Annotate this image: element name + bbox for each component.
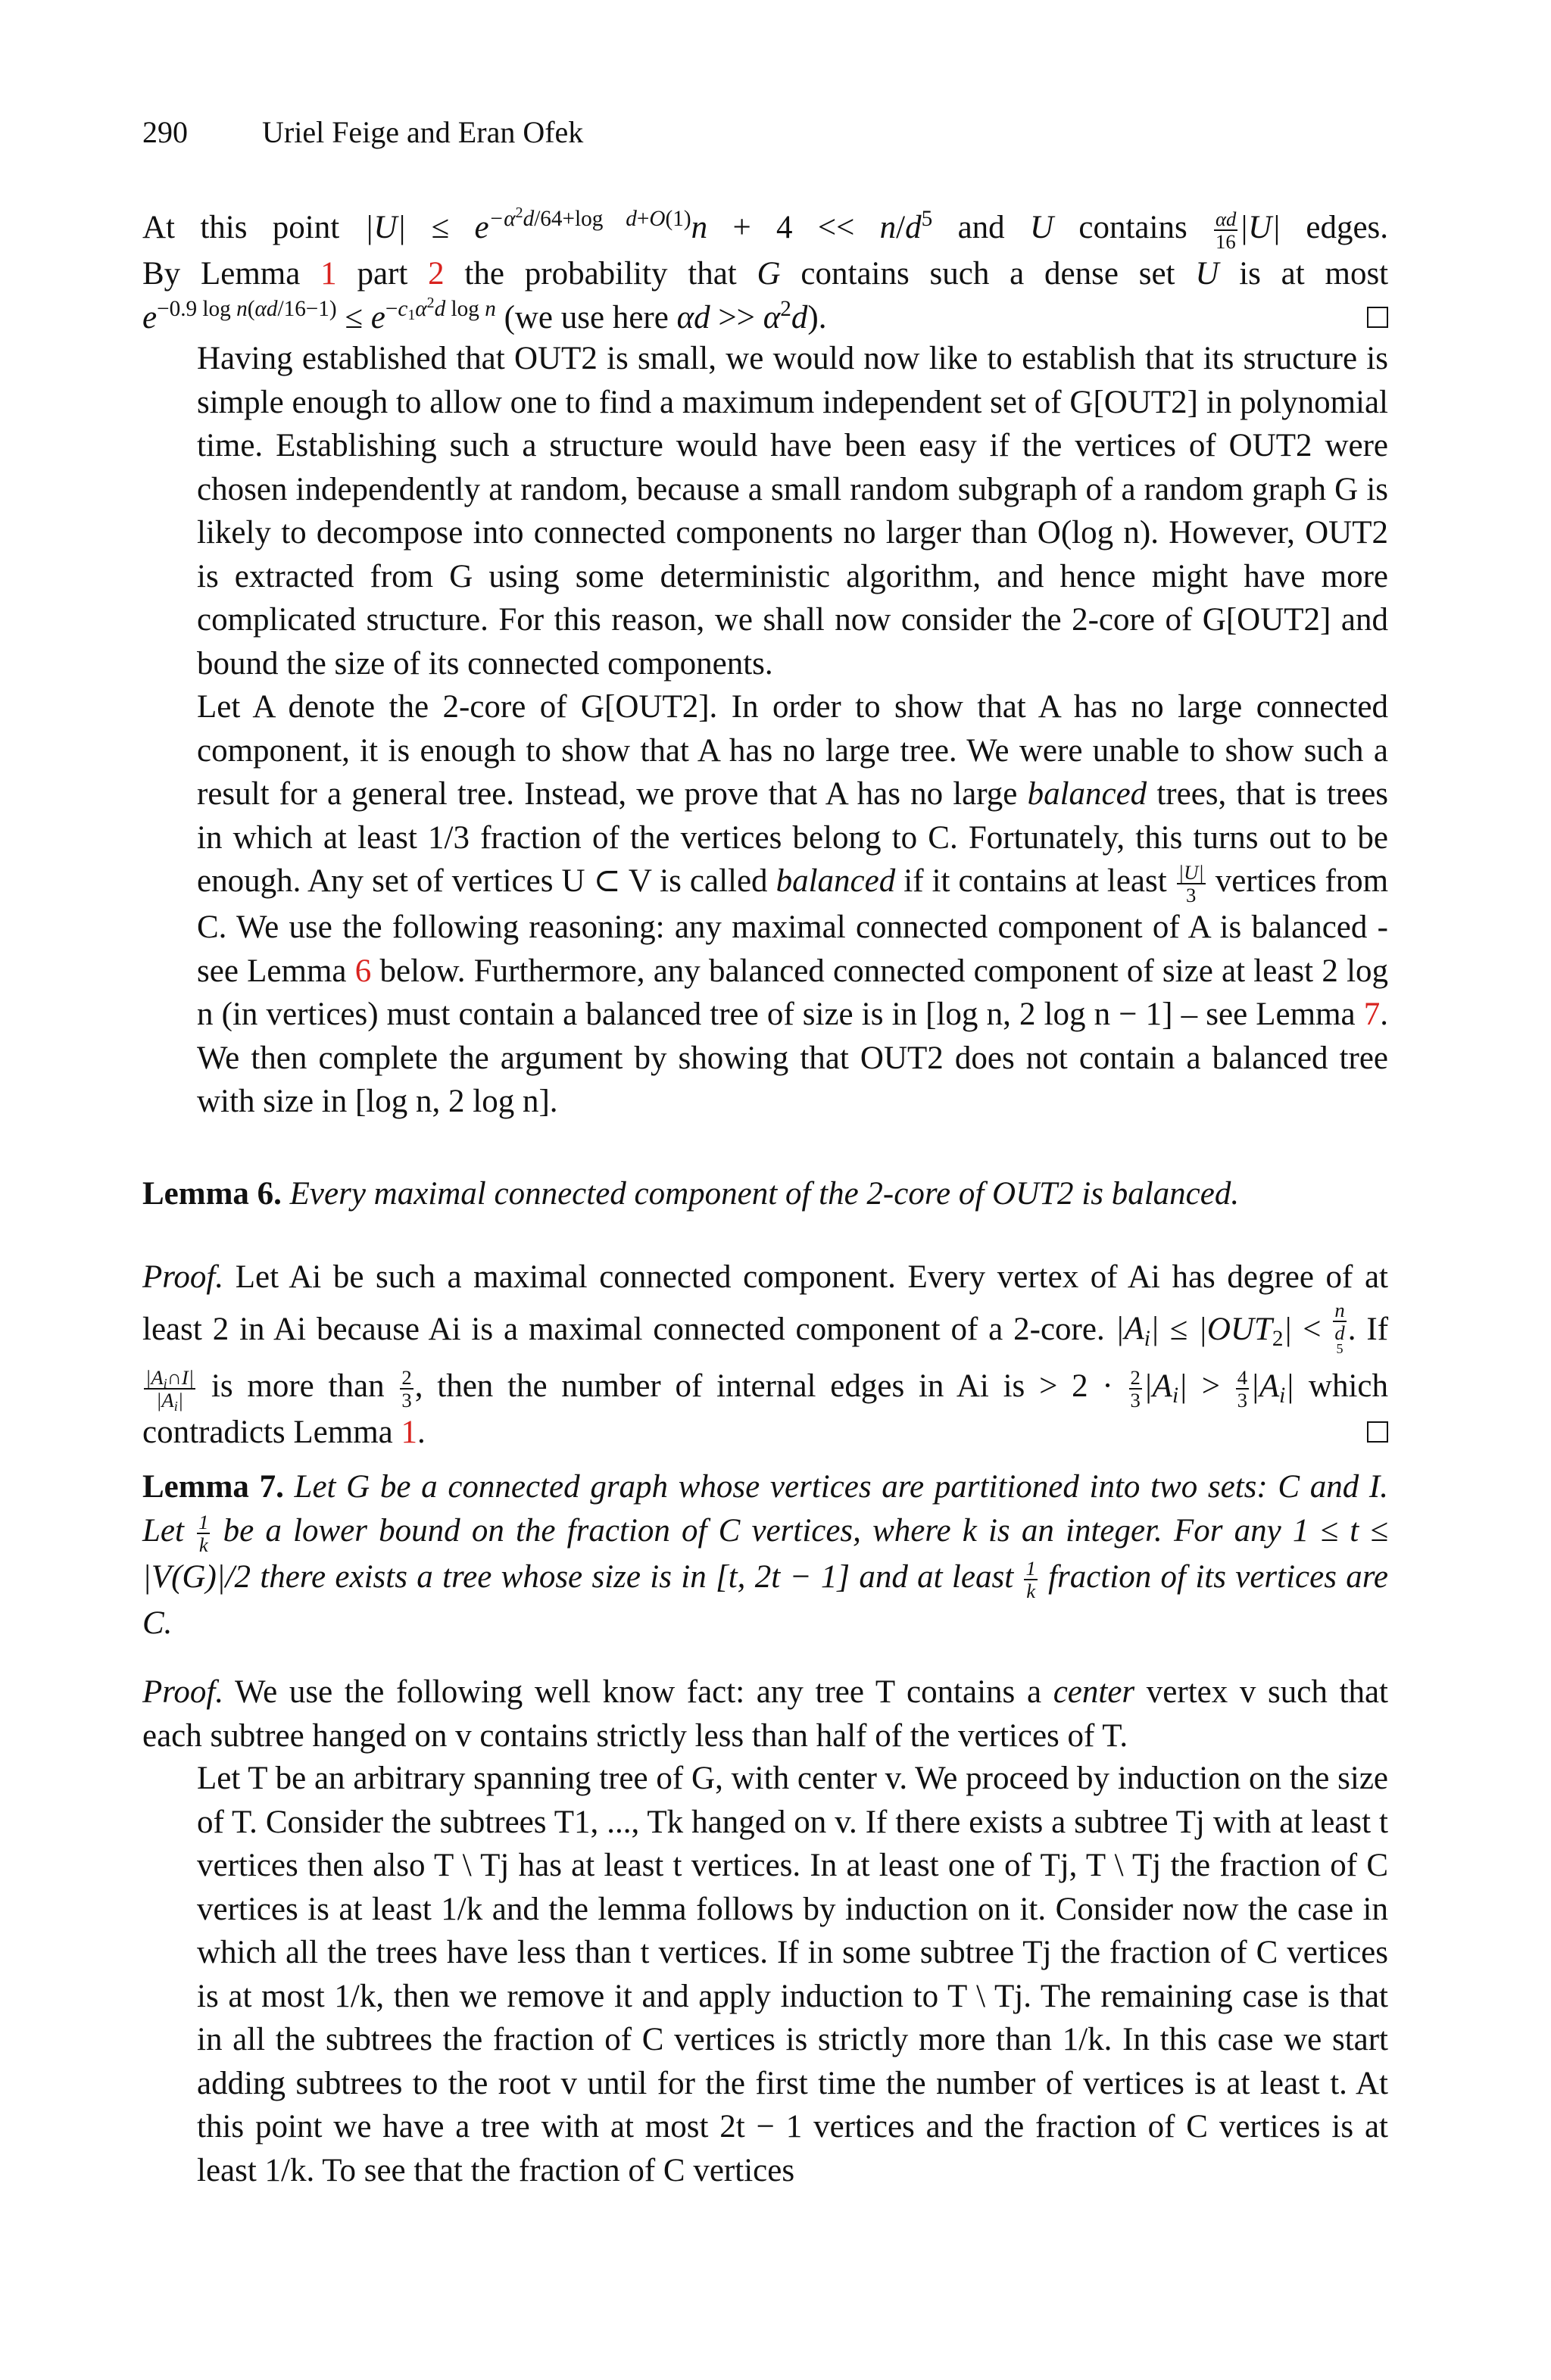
lemma-6-statement: Every maximal connected component of the 2-core of OUT2 is balanced.	[289, 1176, 1240, 1212]
lemma-7: Lemma 7. Let G be a connected graph whose vertices are partitioned into two sets: C and I. Let $\frac{1}{k}$ be a lower bound on the fraction of C vertices, where k is an integer. For any 1 ≤ t ≤ |V(G)|/2 there exists a tree whose size is in [t, 2t − 1] and at least $\frac{1}{k}$ fraction of its vertices are C.	[142, 1469, 1389, 1641]
page-number: 290	[142, 115, 188, 149]
proof-lemma-6: Proof. Let Ai be such a maximal connected component. Every vertex of Ai has degree of at least 2 in Ai because Ai is a maximal connected component of a 2-core. $|A_i| \le |OUT_2|$ < n d $^5$. If $\frac{|A_i\cap I|}{|A_i|}$ is more than $\frac{2}{3}$ , then the number of internal edges in Ai is > 2 · $\frac{2}{3}$ $|A_i|$ > $\frac{4}{3}$ $|A_i|$ which contradicts Lemma 1.	[142, 1259, 1389, 1450]
qed-square-icon	[1367, 307, 1388, 328]
ref-lemma-7[interactable]: 7	[1363, 997, 1381, 1033]
paragraph-3: Let A denote the 2-core of G[OUT2]. In order to show that A has no large connected component, it is enough to show that A has no large tree. We were unable to show such a result for a general tree. Instead, we prove that A has no large balanced trees, that is trees in which at least 1/3 fraction of the vertices belong to C. Fortunately, this turns out to be enough. Any set of vertices U ⊂ V is called balanced if it contains at least $\frac{|U|}{3}$ vertices from C. We use the following reasoning: any maximal connected component of A is balanced - see Lemma 6 below. Furthermore, any balanced connected component of size at least 2 log n (in vertices) must contain a balanced tree of size is in [log n, 2 log n − 1] – see Lemma 7. We then complete the argument by showing that OUT2 does not contain a balanced tree with size in [log n, 2 log n].	[197, 689, 1389, 1120]
lemma-6	[142, 1172, 1388, 1216]
paragraph-1: At this point $|U| \le e^{-\alpha^2d/64+log d+O(1)}n + 4 << n/d^5$ and U contains $\frac{\alpha d}{16}$ |U| edges. By Lemma 1 part 2 the probability that G contains such a dense set U is at most $e^{-0.9 log n(\alpha d/16-1)} \le e^{-c_1\alpha^2d log n}$ (we use here $\alpha d >> \alpha^2d$).	[142, 204, 1389, 335]
ref-part-2[interactable]: 2	[428, 256, 445, 292]
paragraph-2: Having established that OUT2 is small, we would now like to establish that its structure is simple enough to allow one to find a maximum independent set of G[OUT2] in polynomial time. Establishing such a structure would have been easy if the vertices of OUT2 were chosen independently at random, because a small random subgraph of a random graph G is likely to decompose into connected components no larger than O(log n). However, OUT2 is extracted from G using some deterministic algorithm, and hence might have more complicated structure. For this reason, we shall now consider the 2-core of G[OUT2] and bound the size of its connected components.	[197, 341, 1388, 682]
running-header	[142, 114, 583, 151]
proof-lemma-7: Proof. We use the following well know fact: any tree T contains a center vertex v such that each subtree hanged on v contains strictly less than half of the vertices of T.	[142, 1674, 1388, 1754]
ref-lemma-1-proof[interactable]: 1	[401, 1414, 417, 1450]
lemma-6-label: Lemma 6.	[142, 1176, 282, 1212]
ref-lemma-1[interactable]: 1	[320, 256, 337, 292]
paragraph-proof-continued: Let T be an arbitrary spanning tree of G, with center v. We proceed by induction on the size of T. Consider the subtrees T1, ..., Tk hanged on v. If there exists a subtree Tj with at least t vertices then also T \ Tj has at least t vertices. In at least one of Tj, T \ Tj the fraction of C vertices is at least 1/k and the lemma follows by induction on it. Consider now the case in which all the trees have less than t vertices. If in some subtree Tj the fraction of C vertices is at most 1/k, then we remove it and apply induction to T \ Tj. The remaining case is that in all the subtrees the fraction of C vertices is strictly more than 1/k. In this case we start adding subtrees to the root v until for the first time the number of vertices is at least t. At this point we have a tree with at most 2t − 1 vertices and the fraction of C vertices is at least 1/k. To see that the fraction of C vertices	[197, 1761, 1388, 2188]
qed-square-icon	[1367, 1421, 1388, 1443]
running-title: Uriel Feige and Eran Ofek	[262, 115, 584, 149]
ref-lemma-6[interactable]: 6	[354, 953, 372, 989]
